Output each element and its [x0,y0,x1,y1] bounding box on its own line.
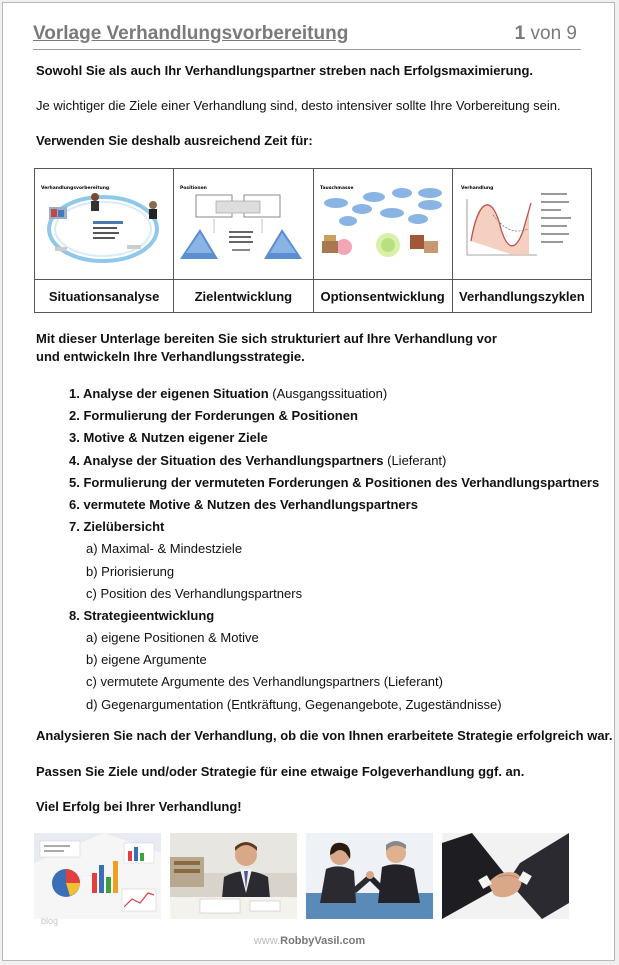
thumb-title: Verhandlungsvorbereitung [41,186,110,191]
closing-line-2: Passen Sie Ziele und/oder Strategie für eine etwaige Folgeverhandlung ggf. an. [36,764,525,779]
intro-line-1: Sowohl Sie als auch Ihr Verhandlungspartner streben nach Erfolgsmaximierung. [36,63,534,78]
sub-list-item: a) Maximal- & Mindestziele [86,541,243,557]
list-item: 1. Analyse der eigenen Situation (Ausgangssituation) [69,386,388,401]
sub-list-item: d) Gegenargumentation (Entkräftung, Gegenangebote, Zugeständnisse) [86,696,502,712]
sub-list-item: b) Priorisierung [86,563,175,579]
list-item: 4. Analyse der Situation des Verhandlungspartners (Lieferant) [69,452,447,468]
document-title: Vorlage Verhandlungsvorbereitung [33,23,349,44]
phase-cell-situation [35,169,174,312]
steps-list [69,383,599,716]
footer [3,935,616,947]
closing-line-1: Analysieren Sie nach der Verhandlung, ob die von Ihnen erarbeitete Strategie erfolgreich war. [36,728,613,743]
sub-list-item: c) vermutete Argumente des Verhandlungspartners (Lieferant) [86,674,443,690]
list-item: 6. vermutete Motive & Nutzen des Verhandlungspartners [69,496,418,512]
photo-handshake [442,833,569,919]
photo-charts [34,833,161,919]
phase-cell-goals [174,169,313,312]
photo-businessman-desk [170,833,297,919]
page-indicator [515,23,577,45]
footer-www: www. [253,935,281,947]
closing-line-3: Viel Erfolg bei Ihrer Verhandlung! [36,799,242,814]
list-item: 2. Formulierung der Forderungen & Positionen [69,408,358,424]
situation-thumbnail [35,169,173,280]
page-of: von 9 [530,23,577,44]
footer-site-link[interactable]: RobbyVasil.com [280,935,366,947]
phase-cell-options [314,169,453,312]
list-item: 3. Motive & Nutzen eigener Ziele [69,430,268,446]
phase-caption-cycles: Verhandlungszyklen [459,288,585,304]
goals-thumbnail [174,169,312,280]
phase-caption-situation: Situationsanalyse [48,288,160,304]
page-header [33,21,581,50]
sub-list-item: a) eigene Positionen & Motive [86,630,259,646]
thumb-title: Positionen [180,186,208,191]
photo-strip [34,833,574,919]
sub-list-item: b) eigene Argumente [86,652,207,668]
document-page [2,2,615,961]
list-item: 7. Zielübersicht [69,519,165,535]
list-item: 8. Strategieentwicklung [69,607,215,623]
intro-line-3: Verwenden Sie deshalb ausreichend Zeit für: [36,133,313,148]
intro-line-2: Je wichtiger die Ziele einer Verhandlung sind, desto intensiver sollte Ihre Vorbereitung sein. [36,98,561,113]
phase-cell-cycles [453,169,591,312]
photo-arm-wrestling [306,833,433,919]
sub-list-item: c) Position des Verhandlungspartners [86,585,303,601]
phase-caption-goals: Zielentwicklung [194,288,293,304]
middle-line-2: und entwickeln Ihre Verhandlungsstrategie. [36,349,305,364]
options-thumbnail [314,169,452,280]
middle-line-1: Mit dieser Unterlage bereiten Sie sich strukturiert auf Ihre Verhandlung vor [36,331,497,346]
watermark-text: blog [41,916,59,926]
list-item: 5. Formulierung der vermuteten Forderungen & Positionen des Verhandlungspartners [69,474,600,490]
thumb-title: Tauschmasse [319,186,353,191]
page-current: 1 [514,23,526,44]
thumb-title: Verhandlung [460,186,494,191]
phase-caption-options: Optionsentwicklung [320,288,445,304]
cycles-thumbnail [453,169,591,280]
phases-table [34,168,592,313]
